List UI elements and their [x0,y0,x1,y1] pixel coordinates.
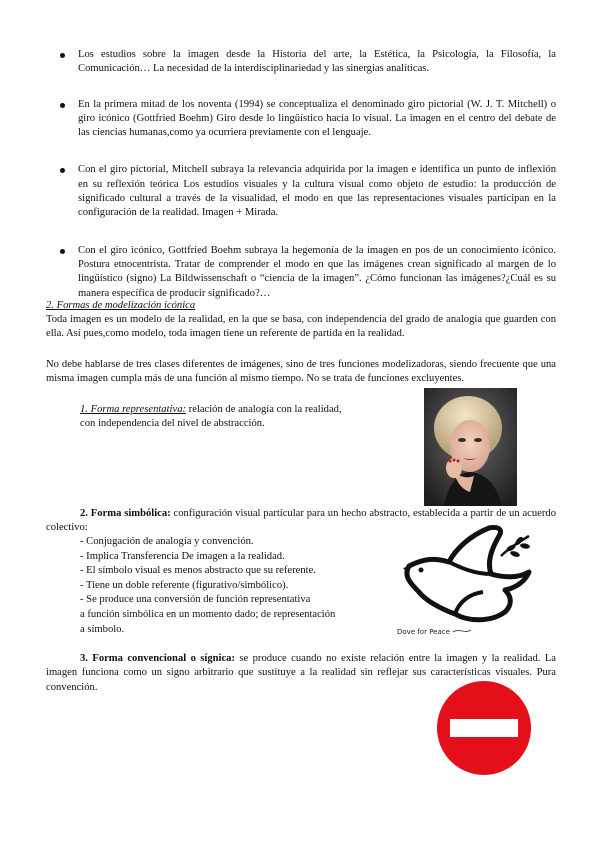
bullet-list [56,48,556,301]
section-paragraph: No debe hablarse de tres clases diferentes de imágenes, sino de tres funciones modelizadoras, siendo frecuente que una misma imagen cumpla más de una función al mismo tiempo. No se trata de funciones excluyentes. [46,359,556,385]
dove-caption: Dove for Peace [397,628,450,636]
list-item: - Tiene un doble referente (figurativo/simbólico). [80,579,289,591]
bullet-text: Con el giro pictorial, Mitchell subraya la relevancia adquirida por la imagen e identifica un punto de inflexión en su reflexión teórica Los estudios visuales y la cultura visual como objeto de estudio: la producción de significado cultural a través de la visualidad, el modo en que las representaciones visuales participan en la configuración de la realidad. Imagen + Mirada. [78,164,556,219]
no-entry-sign-image [436,680,532,776]
bullet-item [56,163,556,220]
bullet-item [56,48,556,77]
forma-representativa-text2: con independencia del nivel de abstracción. [80,418,265,430]
forma-representativa-title: 1. Forma representativa: [80,404,187,415]
bullet-dot-icon [60,103,65,108]
list-item: - Conjugación de analogía y convención. [80,536,254,547]
bullet-item [56,244,556,301]
forma-simbolica-text: configuración visual particular para un hecho abstracto, establecida a partir de un acuerdo colectivo: [46,508,556,534]
portrait-photo-icon [424,388,517,506]
peace-dove-image [395,522,555,640]
forma-simbolica-title: 2. Forma simbólica: [80,508,171,519]
list-item: a función simbólica en un momento dado; de representación [80,608,336,620]
forma-representativa [80,403,400,432]
bullet-text: Con el giro icónico, Gottfried Boehm subraya la hegemonía de la imagen en pos de un conocimiento icónico. Postura etnocentrista. Tratar de comprender el modo en que las imágenes crean significado al margen de lo lingüístico (signo) La Bildwissenschaft o “ciencia de la imagen”. ¿Cómo funcionan las imágenes?¿Cuál es su manera específica de producir significado?… [78,244,556,299]
bullet-item [56,98,556,141]
bullet-dot-icon [60,249,65,254]
no-entry-sign-icon [436,680,532,776]
list-item: - Implica Transferencia De imagen a la realidad. [80,550,285,562]
portrait-photo [424,388,517,506]
list-item: - Se produce una conversión de función representativa [80,594,311,606]
section-heading: 2. Formas de modelización icónica [46,300,196,311]
forma-simbolica-list [80,535,400,637]
bullet-dot-icon [60,53,65,58]
bullet-dot-icon [60,168,65,173]
forma-convencional-title: 3. Forma convencional o sígnica: [80,653,235,664]
section-intro: Toda imagen es un modelo de la realidad, en la que se basa, con independencia del grado de analogía que guarden con ella. Así pues,como modelo, toda imagen tiene un referente de partida en la realidad. [46,314,556,340]
list-item: a símbolo. [80,623,125,635]
forma-representativa-text: relación de analogía con la realidad, [186,404,342,415]
bullet-text: En la primera mitad de los noventa (1994) se conceptualiza el denominado giro pictorial (W. J. T. Mitchell) o giro icónico (Gottfried Boehm) Giro desde lo lingüístico hacia lo visual. La imagen en el centro del debate de las ciencias humanas,como ya ocurriera previamente con el lenguaje. [78,98,556,139]
list-item: - El símbolo visual es menos abstracto que su referente. [80,565,316,577]
forma-convencional-text: se produce cuando no existe relación entre la imagen y la realidad. La imagen funciona como un signo arbitrario que sustituye a la realidad sin reflejar sus características visuales. Pura convención. [46,653,556,693]
peace-dove-icon [395,522,555,640]
bullet-text: Los estudios sobre la imagen desde la Historia del arte, la Estética, la Psicología, la Filosofía, la Comunicación… La necesidad de la interdisciplinariedad y las sinergias analíticas. [78,49,556,75]
